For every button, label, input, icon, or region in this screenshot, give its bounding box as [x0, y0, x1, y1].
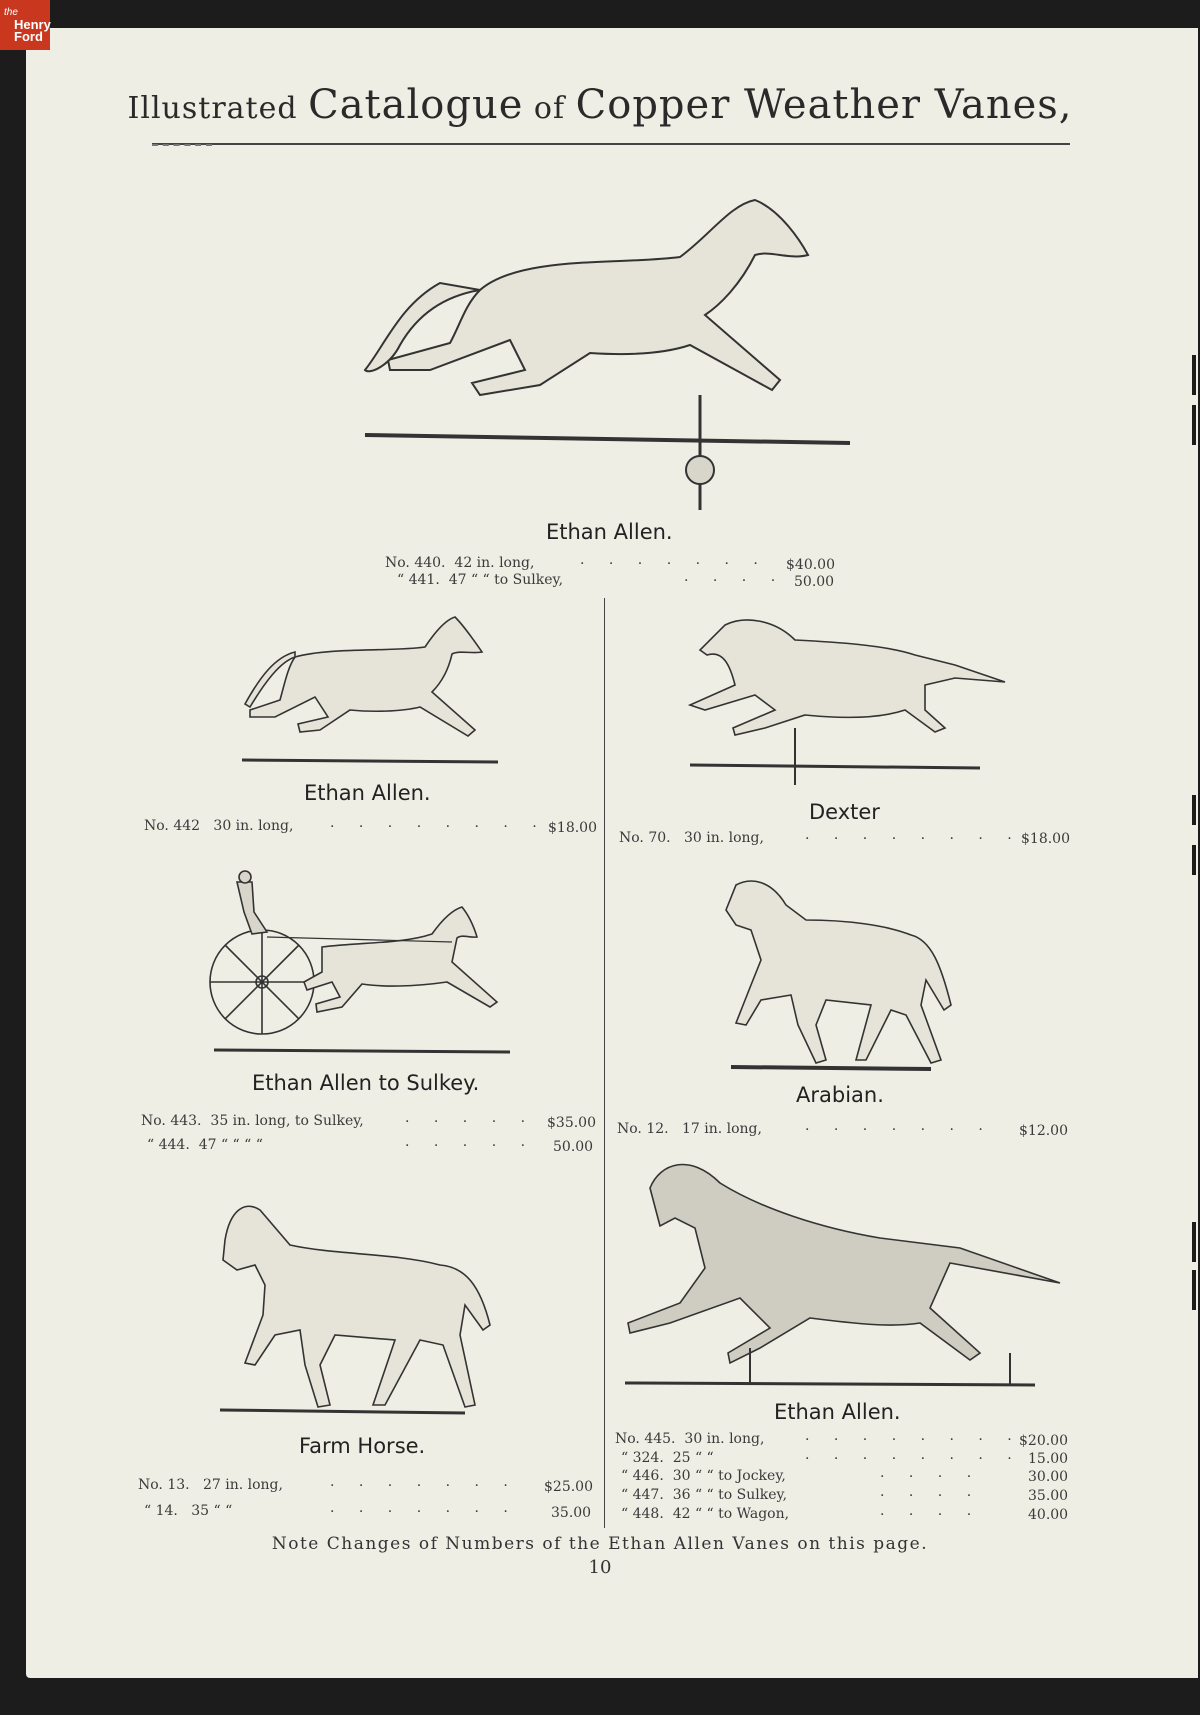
price-70: $18.00	[1021, 831, 1070, 847]
item-desc: 47 “ “ “ “	[198, 1137, 263, 1153]
item-number: “ 444.	[147, 1137, 190, 1153]
dot-leader: . . . . . . . .	[805, 1428, 1022, 1444]
caption-dexter: Dexter	[809, 800, 880, 824]
horse-vane-illustration-right1	[685, 610, 1010, 785]
dot-leader: . . . . .	[405, 1134, 536, 1150]
price-line-13	[138, 1477, 283, 1493]
price-line-324	[621, 1450, 714, 1466]
price-440: $40.00	[786, 557, 835, 573]
price-line-447	[621, 1487, 787, 1503]
page-title	[0, 82, 1200, 128]
item-number: No. 445.	[615, 1431, 676, 1447]
item-number: No. 443.	[141, 1113, 202, 1129]
price-line-70	[619, 830, 764, 846]
dot-leader: . . . .	[684, 569, 786, 585]
title-rule	[152, 143, 1070, 145]
item-desc: 25 “ “	[672, 1450, 714, 1466]
item-desc: 42 “ “ to Wagon,	[672, 1506, 790, 1522]
price-14: 35.00	[551, 1505, 592, 1521]
binding-mark	[1192, 1270, 1196, 1310]
price-line-14	[144, 1503, 232, 1519]
horse-vane-illustration-left1	[240, 612, 500, 767]
caption-arabian: Arabian.	[796, 1083, 884, 1107]
item-desc: 30 “ “ to Jockey,	[672, 1468, 786, 1484]
binding-mark	[1192, 405, 1196, 445]
price-324: 15.00	[1028, 1451, 1069, 1467]
horse-vane-illustration-right2	[716, 875, 961, 1075]
item-desc: 30 in. long,	[683, 830, 764, 846]
price-line-446	[621, 1468, 786, 1484]
item-desc: 36 “ “ to Sulkey,	[672, 1487, 788, 1503]
column-divider	[604, 598, 605, 1528]
title-main: Catalogue	[308, 82, 524, 128]
item-desc: 27 in. long,	[202, 1477, 283, 1493]
item-number: No. 440.	[385, 555, 446, 571]
binding-mark	[1192, 355, 1196, 395]
item-desc: 17 in. long,	[681, 1121, 762, 1137]
logo-text-henry: Henry	[14, 17, 51, 32]
item-number: No. 12.	[617, 1121, 669, 1137]
item-desc: 30 in. long,	[213, 818, 294, 834]
dot-leader: . . . . . . .	[805, 1118, 993, 1134]
price-line-440	[385, 555, 534, 571]
dot-leader: . . . .	[880, 1484, 982, 1500]
dot-leader: . . . . . . .	[330, 1500, 518, 1516]
dot-leader: . . . . . . . .	[805, 1447, 1022, 1463]
binding-mark	[1192, 795, 1196, 825]
price-442: $18.00	[548, 820, 597, 836]
page-number: 10	[588, 1557, 612, 1578]
horse-vane-illustration-top	[360, 195, 860, 515]
caption-ethan-allen-left1: Ethan Allen.	[304, 781, 431, 805]
logo-text-ford: Ford	[14, 29, 43, 44]
item-number: “ 447.	[621, 1487, 664, 1503]
item-desc: 42 in. long,	[454, 555, 535, 571]
title-pre: Illustrated	[127, 91, 309, 126]
horse-vane-illustration-right3	[620, 1148, 1060, 1393]
caption-ethan-allen-right3: Ethan Allen.	[774, 1400, 901, 1424]
henry-ford-logo	[0, 0, 50, 50]
dot-leader: . . . . . . .	[330, 1474, 518, 1490]
item-desc: 35 “ “	[191, 1503, 233, 1519]
footer-note: Note Changes of Numbers of the Ethan Allen Vanes on this page.	[271, 1534, 929, 1554]
caption-ethan-allen-top: Ethan Allen.	[546, 520, 673, 544]
price-441: 50.00	[794, 574, 835, 590]
price-line-444	[147, 1137, 263, 1153]
dot-leader: . . . .	[880, 1503, 982, 1519]
caption-farm-horse: Farm Horse.	[299, 1434, 426, 1458]
item-number: “ 324.	[621, 1450, 664, 1466]
item-number: “ 446.	[621, 1468, 664, 1484]
price-line-441	[397, 572, 563, 588]
item-number: No. 442	[144, 818, 201, 834]
price-line-445	[615, 1431, 764, 1447]
sulkey-vane-illustration-left2	[212, 872, 512, 1057]
caption-ethan-allen-to-sulkey: Ethan Allen to Sulkey.	[252, 1071, 480, 1095]
price-443: $35.00	[547, 1115, 596, 1131]
horse-vane-illustration-left3	[215, 1195, 510, 1420]
price-line-448	[621, 1506, 789, 1522]
item-number: “ 448.	[621, 1506, 664, 1522]
binding-mark	[1192, 1222, 1196, 1262]
dot-leader: . . . . .	[405, 1110, 536, 1126]
item-number: “ 14.	[144, 1503, 178, 1519]
binding-mark	[1192, 845, 1196, 875]
item-number: No. 13.	[138, 1477, 190, 1493]
dot-leader: . . . . . . .	[580, 552, 768, 568]
dot-leader: . . . . . . . .	[805, 827, 1022, 843]
item-desc: 30 in. long,	[684, 1431, 765, 1447]
item-desc: 35 in. long, to Sulkey,	[210, 1113, 364, 1129]
price-444: 50.00	[553, 1139, 594, 1155]
item-number: No. 70.	[619, 830, 671, 846]
dot-leader: . . . .	[880, 1465, 982, 1481]
price-445: $20.00	[1019, 1433, 1068, 1449]
item-desc: 47 “ “ to Sulkey,	[448, 572, 564, 588]
price-12: $12.00	[1019, 1123, 1068, 1139]
title-of: of	[523, 91, 576, 126]
dot-leader: . . . . . . . .	[330, 815, 547, 831]
price-13: $25.00	[544, 1479, 593, 1495]
price-line-12	[617, 1121, 762, 1137]
title-rest: Copper Weather Vanes,	[575, 82, 1073, 128]
price-448: 40.00	[1028, 1507, 1069, 1523]
price-446: 30.00	[1028, 1469, 1069, 1485]
logo-text-the: the	[4, 7, 18, 18]
price-line-442	[144, 818, 293, 834]
price-line-443	[141, 1113, 364, 1129]
price-447: 35.00	[1028, 1488, 1069, 1504]
item-number: “ 441.	[397, 572, 440, 588]
